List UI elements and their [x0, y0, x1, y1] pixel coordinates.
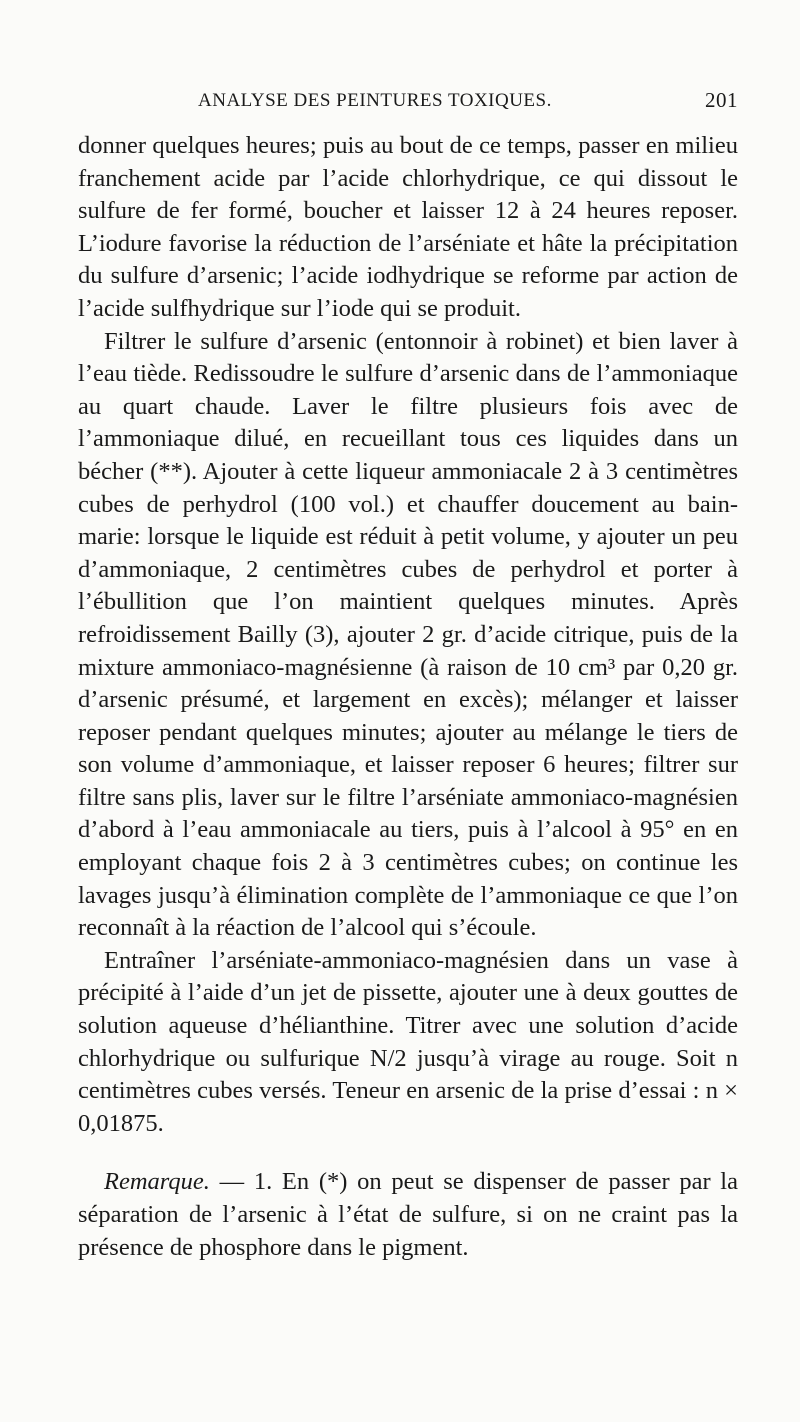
- page: [78, 88, 738, 1264]
- running-title: ANALYSE DES PEINTURES TOXIQUES.: [198, 90, 552, 111]
- page-number: 201: [705, 88, 738, 112]
- paragraph-3: Entraîner l’arséniate-ammoniaco-magnésien dans un vase à précipité à l’aide d’un jet de pissette, ajouter une à deux gouttes de solution aqueuse d’hélianthine. Titrer avec une solution d’acide chlorhydrique ou sulfurique N/2 jusqu’à virage au rouge. Soit n centimètres cubes versés. Teneur en arsenic de la prise d’essai : n × 0,01875.: [78, 946, 738, 1137]
- running-head: [78, 88, 738, 124]
- paragraph-1: donner quelques heures; puis au bout de ce temps, passer en milieu franchement acide par l’acide chlorhydrique, ce qui dissout le sulfure de fer formé, boucher et laisser 12 à 24 heures reposer. L’iodure favorise la réduction de l’arséniate et hâte la précipitation du sulfure d’arsenic; l’acide iodhydrique se reforme par action de l’acide sulfhydrique sur l’iode qui se produit.: [78, 132, 738, 322]
- remark-text: — 1. En (*) on peut se dispenser de passer par la séparation de l’arsenic à l’état de sulfure, si on ne craint pas la présence de phosphore dans le pigment.: [78, 1168, 738, 1261]
- remark-lead: Remarque.: [104, 1168, 210, 1196]
- remark-paragraph: [78, 1166, 738, 1264]
- body-text: [78, 130, 738, 1264]
- paragraph-2: Filtrer le sulfure d’arsenic (entonnoir à robinet) et bien laver à l’eau tiède. Redissoudre le sulfure d’arsenic dans de l’ammoniaque au quart chaude. Laver le filtre plusieurs fois avec de l’ammoniaque dilué, en recueillant tous ces liquides dans un bécher (**). Ajouter à cette liqueur ammoniacale 2 à 3 centimètres cubes de perhydrol (100 vol.) et chauffer doucement au bain-marie: lorsque le liquide est réduit à petit volume, y ajouter un peu d’ammoniaque, 2 centimètres cubes de perhydrol et porter à l’ébullition que l’on maintient quelques minutes. Après refroidissement Bailly (3), ajouter 2 gr. d’acide citrique, puis de la mixture ammoniaco-magnésienne (à raison de 10 cm³ par 0,20 gr. d’arsenic présumé, et largement en excès); mélanger et laisser reposer pendant quelques minutes; ajouter au mélange le tiers de son volume d’ammoniaque, et laisser reposer 6 heures; filtrer sur filtre sans plis, laver sur le filtre l’arséniate ammoniaco-magnésien d’abord à l’eau ammoniacale au tiers, puis à l’alcool à 95° en en employant chaque fois 2 à 3 centimètres cubes; on continue les lavages jusqu’à élimination complète de l’ammoniaque ce que l’on reconnaît à la réaction de l’alcool qui s’écoule.: [78, 327, 738, 942]
